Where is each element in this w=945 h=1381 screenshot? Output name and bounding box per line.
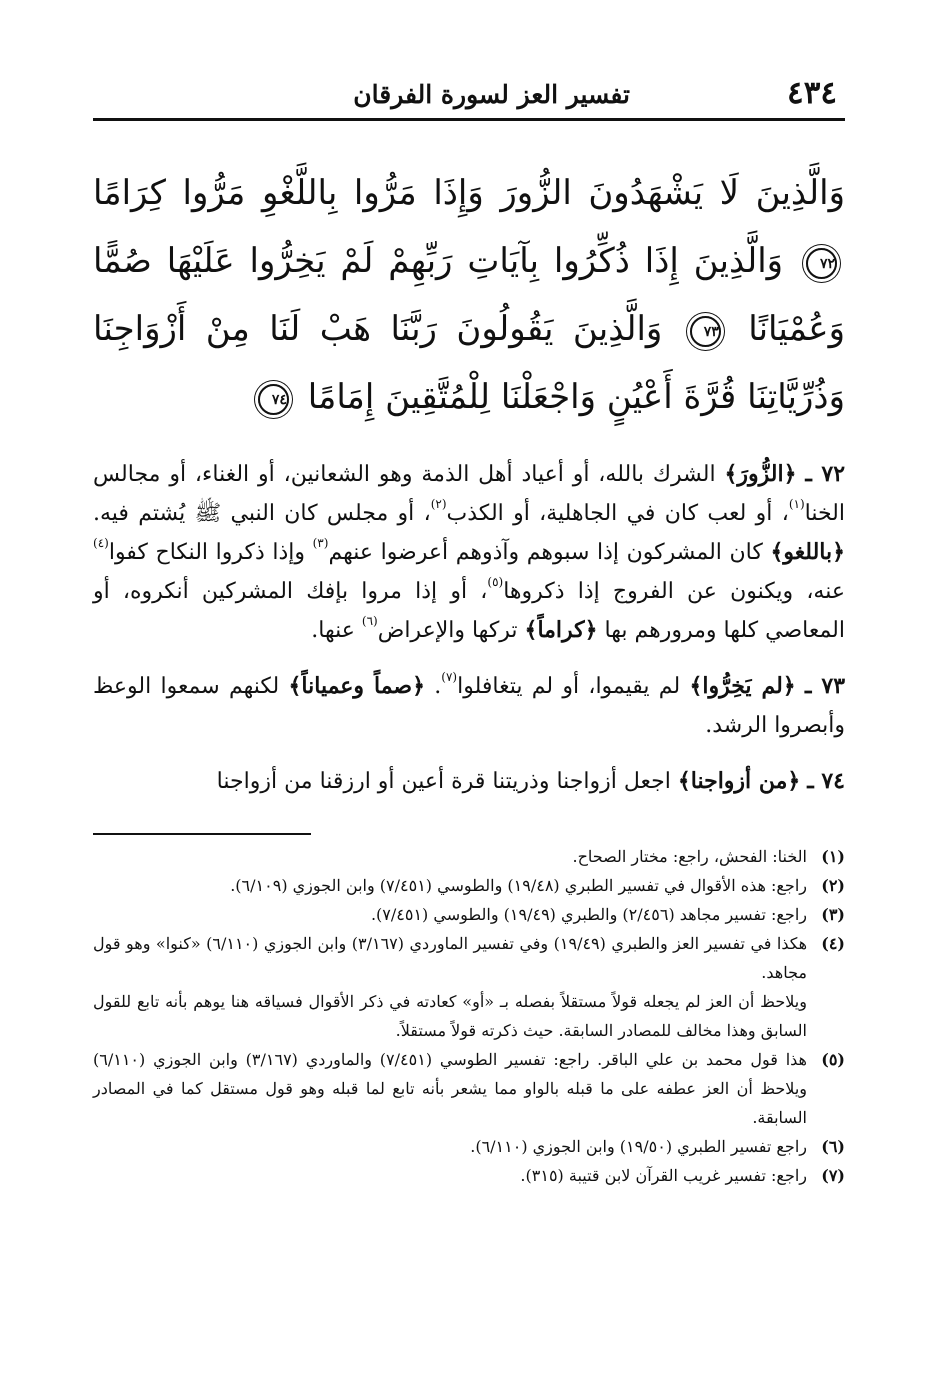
footnote-number: (٣) bbox=[821, 905, 845, 924]
footnote-number: (١) bbox=[821, 847, 845, 866]
ayah-73-text: وَالَّذِينَ إِذَا ذُكِّرُوا بِآيَاتِ رَبِّهِمْ لَمْ يَخِرُّوا عَلَيْهَا صُمًّا وَعُمْيَانًا bbox=[93, 241, 846, 349]
footnote-ref: (٤) bbox=[93, 536, 109, 550]
commentary-text: تركها والإعراض bbox=[377, 618, 525, 643]
commentary-text: عنها. bbox=[311, 618, 362, 643]
commentary-text: ، أو مجلس كان النبي ﷺ يُشتم فيه. bbox=[93, 501, 431, 526]
footnotes bbox=[93, 842, 845, 1190]
ayah-72-text: وَالَّذِينَ لَا يَشْهَدُونَ الزُّورَ وَإِذَا مَرُّوا بِاللَّغْوِ مَرُّوا كِرَامًا bbox=[93, 173, 845, 213]
footnote-divider bbox=[93, 833, 311, 835]
footnote-text: هذا قول محمد بن علي الباقر. راجع: تفسير الطوسي (٧/٤٥١) والماوردي (٣/١٦٧) وابن الجوزي (٦/١١٠) ويلاحظ أن العز عطفه على ما قبله بالواو مما يشعر بأنه تابع لما قبله وهو قول مستقل كما في المصادر السابقة. bbox=[93, 1050, 807, 1127]
commentary-74 bbox=[93, 762, 845, 801]
book-page bbox=[93, 70, 845, 1190]
footnote-number: (٥) bbox=[821, 1050, 845, 1069]
quran-verses bbox=[93, 159, 845, 431]
footnote-7 bbox=[93, 1161, 845, 1190]
footnote-number: (٢) bbox=[821, 876, 845, 895]
quoted-word-laghw: ﴿باللغو﴾ bbox=[770, 539, 846, 565]
commentary-text: الشرك بالله، أو أعياد أهل الذمة وهو الشعانين، أو الغناء، أو مجالس الخنا bbox=[93, 462, 845, 526]
footnote-text: راجع: تفسير مجاهد (٢/٤٥٦) والطبري (١٩/٤٩) والطوسي (٧/٤٥١). bbox=[370, 905, 807, 924]
footnote-number: (٦) bbox=[821, 1137, 845, 1156]
footnote-ref: (٧) bbox=[441, 670, 458, 684]
footnote-ref: (٢) bbox=[430, 497, 447, 511]
page-number: ٤٣٤ bbox=[787, 75, 837, 111]
page-header bbox=[93, 70, 845, 121]
commentary-text: ، أو لعب كان في الجاهلية، أو الكذب bbox=[446, 501, 789, 526]
footnote-5 bbox=[93, 1045, 845, 1132]
footnote-number: (٧) bbox=[821, 1166, 845, 1185]
ayah-74-marker: ٧٤ bbox=[258, 384, 289, 415]
quoted-word-azwajina: ﴿من أزواجنا﴾ bbox=[677, 768, 801, 794]
commentary-text: . bbox=[425, 674, 442, 699]
ayah-73-marker: ٧٣ bbox=[690, 316, 721, 347]
commentary-text: كان المشركون إذا سبوهم وآذوهم أعرضوا عنهم bbox=[328, 540, 771, 565]
commentary-73 bbox=[93, 667, 845, 745]
commentary-74-number: ٧٤ ـ bbox=[807, 768, 845, 794]
quoted-word-zur: ﴿الزُّورَ﴾ bbox=[724, 461, 797, 487]
footnote-text: الخنا: الفحش، راجع: مختار الصحاح. bbox=[572, 847, 807, 866]
footnote-text: هكذا في تفسير العز والطبري (١٩/٤٩) وفي تفسير الماوردي (٣/١٦٧) وابن الجوزي (٦/١١٠) «كنوا» وهو قول مجاهد. bbox=[93, 934, 808, 982]
commentary-72-number: ٧٢ ـ bbox=[805, 461, 846, 487]
ayah-72-marker: ٧٢ bbox=[806, 248, 837, 279]
footnote-text: راجع: تفسير غريب القرآن لابن قتيبة (٣١٥). bbox=[520, 1166, 807, 1185]
footnote-3 bbox=[93, 900, 845, 929]
footnote-number: (٤) bbox=[821, 934, 845, 953]
footnote-4-continuation: ويلاحظ أن العز لم يجعله قولاً مستقلاً بفصله بـ «أو» كعادته في ذكر الأقوال فسياقه هنا يوهم بأنه تابع للقول السابق وهذا مخالف للمصادر السابقة. حيث ذكرته قولاً مستقلاً. bbox=[93, 992, 807, 1040]
commentary-text: ، أو إذا مروا بإفك المشركين أنكروه، أو المعاصي كلها ومرورهم بها bbox=[93, 579, 845, 643]
footnote-ref: (٦) bbox=[361, 614, 378, 628]
footnote-6 bbox=[93, 1132, 845, 1161]
running-title: تفسير العز لسورة الفرقان bbox=[353, 80, 630, 109]
footnote-1 bbox=[93, 842, 845, 871]
footnote-text: راجع: هذه الأقوال في تفسير الطبري (١٩/٤٨) والطوسي (٧/٤٥١) وابن الجوزي (٦/١٠٩). bbox=[230, 876, 807, 895]
commentary bbox=[93, 455, 845, 801]
commentary-text: اجعل أزواجنا وذريتنا قرة أعين أو ارزقنا من أزواجنا bbox=[216, 769, 678, 794]
commentary-text: وإذا ذكروا النكاح كفوا bbox=[108, 540, 313, 565]
commentary-text: عنه، ويكنون عن الفروج إذا ذكروها bbox=[503, 579, 845, 604]
footnote-ref: (٥) bbox=[487, 575, 504, 589]
quoted-word-summan: ﴿صماً وعمياناً﴾ bbox=[288, 673, 425, 699]
footnote-2 bbox=[93, 871, 845, 900]
commentary-72 bbox=[93, 455, 845, 650]
commentary-text: لم يقيموا، أو لم يتغافلوا bbox=[457, 674, 690, 699]
commentary-73-number: ٧٣ ـ bbox=[804, 673, 846, 699]
footnote-ref: (٣) bbox=[312, 536, 329, 550]
footnote-4 bbox=[93, 929, 845, 987]
footnote-ref: (١) bbox=[788, 497, 805, 511]
commentary-text: لكنهم سمعوا الوعظ وأبصروا الرشد. bbox=[93, 674, 845, 738]
footnote-text: راجع تفسير الطبري (١٩/٥٠) وابن الجوزي (٦/١١٠). bbox=[470, 1137, 807, 1156]
quoted-word-lam-yakhirru: ﴿لم يَخِرُّوا﴾ bbox=[689, 673, 796, 699]
ayah-74-text: وَالَّذِينَ يَقُولُونَ رَبَّنَا هَبْ لَنَا مِنْ أَزْوَاجِنَا وَذُرِّيَّاتِنَا قُرَّةَ أَعْيُنٍ وَاجْعَلْنَا لِلْمُتَّقِينَ إِمَامًا bbox=[93, 309, 845, 417]
quoted-word-kiram: ﴿كراماً﴾ bbox=[524, 617, 598, 643]
